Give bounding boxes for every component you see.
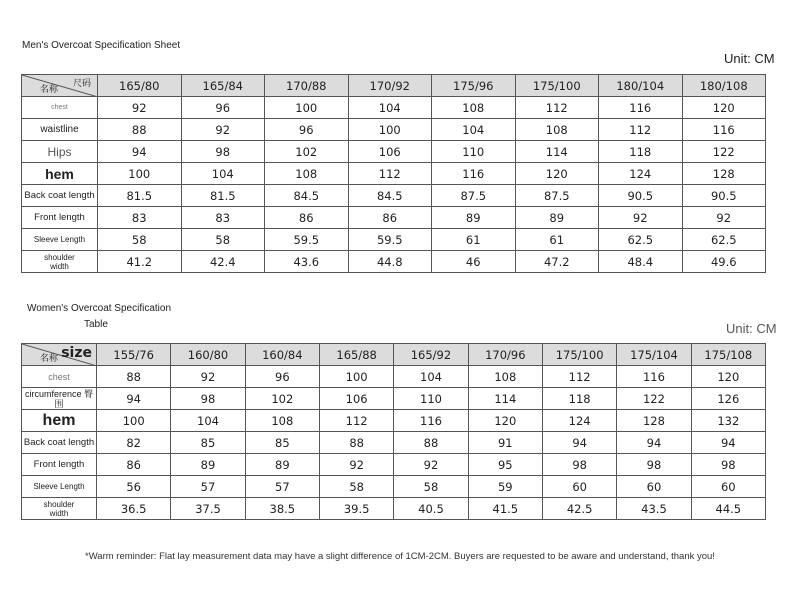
table-cell: 49.6 [682, 251, 766, 273]
table-cell: 98 [181, 141, 265, 163]
table-row [22, 388, 766, 410]
table-cell: 92 [171, 366, 245, 388]
table-row [22, 498, 766, 520]
women-spec-table [21, 343, 766, 520]
table-cell: 81.5 [98, 185, 182, 207]
table-cell: 112 [599, 119, 683, 141]
table-cell: 104 [394, 366, 468, 388]
size-header: 180/104 [599, 75, 683, 97]
table-cell: 81.5 [181, 185, 265, 207]
table-cell: 122 [617, 388, 691, 410]
table-cell: 108 [515, 119, 599, 141]
table-row [22, 366, 766, 388]
table-cell: 83 [181, 207, 265, 229]
size-header: 175/100 [542, 344, 616, 366]
table-cell: 132 [691, 410, 765, 432]
table-cell: 85 [245, 432, 319, 454]
table-cell: 56 [97, 476, 171, 498]
size-header: 165/84 [181, 75, 265, 97]
table-cell: 89 [515, 207, 599, 229]
table-cell: 59.5 [265, 229, 349, 251]
table-cell: 88 [97, 366, 171, 388]
table-cell: 102 [245, 388, 319, 410]
table-cell: 89 [245, 454, 319, 476]
table-cell: 98 [171, 388, 245, 410]
row-label-back-coat-length: Back coat length [22, 432, 97, 454]
table-cell: 102 [265, 141, 349, 163]
table-cell: 104 [432, 119, 516, 141]
table-row [22, 119, 766, 141]
table-cell: 43.5 [617, 498, 691, 520]
table-row [22, 141, 766, 163]
table-row [22, 163, 766, 185]
table-cell: 92 [682, 207, 766, 229]
table-cell: 47.2 [515, 251, 599, 273]
table-cell: 120 [468, 410, 542, 432]
table-cell: 58 [319, 476, 393, 498]
size-header: 180/108 [682, 75, 766, 97]
table-cell: 124 [599, 163, 683, 185]
table-cell: 37.5 [171, 498, 245, 520]
size-header: 175/100 [515, 75, 599, 97]
women-header-row [22, 344, 766, 366]
table-cell: 104 [171, 410, 245, 432]
size-header: 175/104 [617, 344, 691, 366]
row-label-hem: hem [22, 410, 97, 432]
row-label-hem: hem [22, 163, 98, 185]
table-cell: 62.5 [599, 229, 683, 251]
table-cell: 40.5 [394, 498, 468, 520]
table-cell: 112 [515, 97, 599, 119]
table-cell: 110 [394, 388, 468, 410]
table-cell: 94 [691, 432, 765, 454]
table-cell: 96 [265, 119, 349, 141]
women-title-line2: Table [84, 319, 108, 330]
table-cell: 104 [181, 163, 265, 185]
men-header-row [22, 75, 766, 97]
table-cell: 112 [348, 163, 432, 185]
table-cell: 114 [468, 388, 542, 410]
table-row [22, 97, 766, 119]
women-title: Women's Overcoat Specification [27, 303, 172, 314]
table-row [22, 410, 766, 432]
women-corner-cell [22, 344, 97, 366]
table-cell: 92 [98, 97, 182, 119]
table-cell: 84.5 [348, 185, 432, 207]
size-header: 160/80 [171, 344, 245, 366]
table-cell: 114 [515, 141, 599, 163]
table-cell: 116 [432, 163, 516, 185]
men-corner-bottom: 名称 [40, 85, 59, 95]
table-cell: 44.5 [691, 498, 765, 520]
table-cell: 90.5 [599, 185, 683, 207]
row-label-shoulder-width: shoulder width [22, 498, 97, 520]
table-cell: 108 [468, 366, 542, 388]
table-cell: 94 [98, 141, 182, 163]
table-cell: 41.2 [98, 251, 182, 273]
table-row [22, 432, 766, 454]
table-cell: 59 [468, 476, 542, 498]
table-cell: 116 [682, 119, 766, 141]
size-header: 165/88 [319, 344, 393, 366]
table-cell: 42.4 [181, 251, 265, 273]
size-header: 165/92 [394, 344, 468, 366]
size-header: 175/108 [691, 344, 765, 366]
table-cell: 100 [348, 119, 432, 141]
table-cell: 58 [181, 229, 265, 251]
table-cell: 100 [319, 366, 393, 388]
table-cell: 39.5 [319, 498, 393, 520]
size-header: 165/80 [98, 75, 182, 97]
table-cell: 36.5 [97, 498, 171, 520]
table-cell: 116 [394, 410, 468, 432]
row-label-hips: Hips [22, 141, 98, 163]
table-cell: 48.4 [599, 251, 683, 273]
table-cell: 126 [691, 388, 765, 410]
table-cell: 88 [319, 432, 393, 454]
table-cell: 92 [319, 454, 393, 476]
table-cell: 87.5 [515, 185, 599, 207]
row-label-front-length: Front length [22, 454, 97, 476]
table-cell: 120 [691, 366, 765, 388]
table-cell: 94 [97, 388, 171, 410]
table-cell: 108 [432, 97, 516, 119]
size-header: 170/92 [348, 75, 432, 97]
table-cell: 60 [691, 476, 765, 498]
table-cell: 84.5 [265, 185, 349, 207]
table-cell: 86 [97, 454, 171, 476]
table-cell: 116 [617, 366, 691, 388]
table-cell: 89 [432, 207, 516, 229]
table-cell: 86 [348, 207, 432, 229]
table-cell: 100 [97, 410, 171, 432]
women-corner-bottom: 名称 [40, 354, 59, 364]
women-unit: Unit: CM [726, 321, 777, 336]
men-unit: Unit: CM [724, 51, 775, 66]
table-cell: 42.5 [542, 498, 616, 520]
table-cell: 88 [98, 119, 182, 141]
table-cell: 60 [617, 476, 691, 498]
table-cell: 89 [171, 454, 245, 476]
men-corner-cell [22, 75, 98, 97]
row-label-chest: chest [22, 366, 97, 388]
table-cell: 41.5 [468, 498, 542, 520]
table-cell: 124 [542, 410, 616, 432]
men-spec-table [21, 74, 766, 273]
row-label-waistline: waistline [22, 119, 98, 141]
women-corner-top: size [61, 345, 92, 361]
size-header: 170/96 [468, 344, 542, 366]
table-cell: 108 [265, 163, 349, 185]
row-label-circumference: circumference 臀围 [22, 388, 97, 410]
table-cell: 82 [97, 432, 171, 454]
table-cell: 100 [98, 163, 182, 185]
table-cell: 57 [245, 476, 319, 498]
table-cell: 120 [682, 97, 766, 119]
table-row [22, 229, 766, 251]
row-label-shoulder-width: shoulder width [22, 251, 98, 273]
row-label-front-length: Front length [22, 207, 98, 229]
table-cell: 122 [682, 141, 766, 163]
men-corner-top: 尺码 [72, 79, 91, 89]
row-label-sleeve-length: Sleeve Length [22, 229, 98, 251]
table-cell: 104 [348, 97, 432, 119]
table-row [22, 454, 766, 476]
table-cell: 86 [265, 207, 349, 229]
table-cell: 60 [542, 476, 616, 498]
table-cell: 128 [682, 163, 766, 185]
table-row [22, 207, 766, 229]
table-cell: 95 [468, 454, 542, 476]
table-cell: 110 [432, 141, 516, 163]
size-header: 160/84 [245, 344, 319, 366]
table-cell: 58 [394, 476, 468, 498]
row-label-back-coat-length: Back coat length [22, 185, 98, 207]
table-cell: 98 [617, 454, 691, 476]
table-cell: 106 [319, 388, 393, 410]
table-cell: 94 [617, 432, 691, 454]
table-cell: 118 [542, 388, 616, 410]
table-row [22, 476, 766, 498]
table-cell: 92 [599, 207, 683, 229]
warm-reminder-note: *Warm reminder: Flat lay measurement data may have a slight difference of 1CM-2CM. Buyers are requested to be aware and understand, thank you! [85, 551, 715, 562]
table-cell: 112 [542, 366, 616, 388]
size-header: 155/76 [97, 344, 171, 366]
table-cell: 96 [245, 366, 319, 388]
table-cell: 98 [542, 454, 616, 476]
size-header: 175/96 [432, 75, 516, 97]
table-cell: 61 [515, 229, 599, 251]
table-cell: 108 [245, 410, 319, 432]
men-title: Men's Overcoat Specification Sheet [22, 40, 181, 51]
table-cell: 106 [348, 141, 432, 163]
table-cell: 128 [617, 410, 691, 432]
table-cell: 46 [432, 251, 516, 273]
table-cell: 88 [394, 432, 468, 454]
table-cell: 43.6 [265, 251, 349, 273]
table-cell: 62.5 [682, 229, 766, 251]
table-cell: 57 [171, 476, 245, 498]
table-cell: 91 [468, 432, 542, 454]
row-label-sleeve-length: Sleeve Length [22, 476, 97, 498]
table-cell: 118 [599, 141, 683, 163]
table-cell: 112 [319, 410, 393, 432]
size-header: 170/88 [265, 75, 349, 97]
table-cell: 92 [181, 119, 265, 141]
table-cell: 83 [98, 207, 182, 229]
table-cell: 85 [171, 432, 245, 454]
table-cell: 87.5 [432, 185, 516, 207]
table-cell: 98 [691, 454, 765, 476]
table-cell: 100 [265, 97, 349, 119]
table-cell: 120 [515, 163, 599, 185]
table-cell: 94 [542, 432, 616, 454]
table-cell: 44.8 [348, 251, 432, 273]
table-cell: 96 [181, 97, 265, 119]
table-row [22, 251, 766, 273]
table-cell: 92 [394, 454, 468, 476]
table-cell: 61 [432, 229, 516, 251]
table-row [22, 185, 766, 207]
table-cell: 59.5 [348, 229, 432, 251]
table-cell: 58 [98, 229, 182, 251]
table-cell: 38.5 [245, 498, 319, 520]
table-cell: 116 [599, 97, 683, 119]
table-cell: 90.5 [682, 185, 766, 207]
row-label-chest: chest [22, 97, 98, 119]
